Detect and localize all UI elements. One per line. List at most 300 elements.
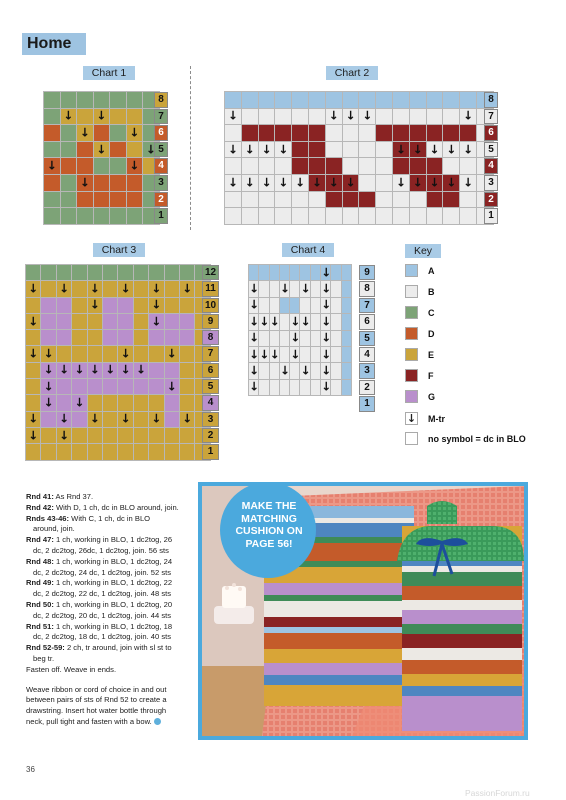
row-number: 10 xyxy=(202,298,219,313)
chart-cell xyxy=(343,192,359,208)
chart-cell xyxy=(77,142,93,158)
chart-cell xyxy=(134,428,148,443)
chart-cell xyxy=(94,109,110,125)
pattern-line: between pairs of sts of Rnd 52 to create a xyxy=(26,695,167,705)
chart-cell xyxy=(443,142,459,158)
chart-cell xyxy=(280,331,289,346)
round-label: Rnd 41: xyxy=(26,492,54,501)
chart-cell xyxy=(165,281,179,296)
chart-cell xyxy=(249,331,258,346)
chart-cell xyxy=(410,109,426,125)
chart-cell xyxy=(410,142,426,158)
chart-cell xyxy=(290,347,299,362)
chart-cell xyxy=(110,92,126,108)
pattern-line: Fasten off. Weave in ends. xyxy=(26,664,117,674)
watermark: PassionForum.ru xyxy=(465,788,530,798)
chart-cell xyxy=(300,314,309,329)
key-item-b xyxy=(405,285,435,298)
chart-cell xyxy=(77,192,93,208)
chart-cell xyxy=(127,158,143,174)
row-number: 9 xyxy=(359,265,375,280)
row-number: 4 xyxy=(484,158,498,174)
row-number: 4 xyxy=(359,347,375,362)
chart-cell xyxy=(242,109,258,125)
chart-cell xyxy=(61,192,77,208)
chart-cell xyxy=(309,175,325,191)
key-label-mtr: M-tr xyxy=(428,413,445,424)
chart-cell xyxy=(321,380,330,395)
chart-cell xyxy=(326,142,342,158)
chart-cell xyxy=(275,109,291,125)
chart-cell xyxy=(149,395,163,410)
chart-cell xyxy=(443,125,459,141)
key-label-e: E xyxy=(428,349,435,360)
chart-cell xyxy=(326,208,342,224)
chart-cell xyxy=(290,265,299,280)
chart-cell xyxy=(57,281,71,296)
chart-cell xyxy=(249,265,258,280)
row-number: 6 xyxy=(484,125,498,141)
chart-cell xyxy=(77,208,93,224)
row-number: 1 xyxy=(154,208,168,224)
chart-cell xyxy=(359,109,375,125)
chart-cell xyxy=(259,192,275,208)
chart-cell xyxy=(72,363,86,378)
chart-cell xyxy=(331,314,340,329)
chart-cell xyxy=(94,208,110,224)
chart-cell xyxy=(275,192,291,208)
chart-3-grid xyxy=(25,264,211,461)
chart-cell xyxy=(88,265,102,280)
chart-cell xyxy=(180,428,194,443)
chart-cell xyxy=(331,380,340,395)
chart-cell xyxy=(242,92,258,108)
chart-cell xyxy=(57,330,71,345)
chart-4-label: Chart 4 xyxy=(282,243,334,257)
chart-cell xyxy=(280,380,289,395)
key-label-c: C xyxy=(428,307,435,318)
chart-cell xyxy=(72,395,86,410)
key-label-f: F xyxy=(428,370,434,381)
chart-cell xyxy=(443,92,459,108)
chart-cell xyxy=(110,158,126,174)
swatch-b xyxy=(405,285,418,298)
chart-cell xyxy=(242,158,258,174)
chart-cell xyxy=(94,175,110,191)
chart-cell xyxy=(149,298,163,313)
chart-cell xyxy=(460,142,476,158)
pattern-line: beg tr. xyxy=(33,653,55,663)
row-number: 7 xyxy=(154,109,168,125)
chart-cell xyxy=(165,298,179,313)
chart-cell xyxy=(376,109,392,125)
chart-cell xyxy=(118,395,132,410)
chart-cell xyxy=(393,125,409,141)
chart-cell xyxy=(26,298,40,313)
chart-cell xyxy=(165,379,179,394)
chart-cell xyxy=(275,208,291,224)
chart-cell xyxy=(300,331,309,346)
chart-cell xyxy=(359,175,375,191)
chart-cell xyxy=(88,379,102,394)
chart-cell xyxy=(41,428,55,443)
chart-cell xyxy=(311,347,320,362)
chart-cell xyxy=(410,92,426,108)
chart-cell xyxy=(77,158,93,174)
chart-cell xyxy=(376,208,392,224)
chart-cell xyxy=(26,363,40,378)
chart-cell xyxy=(165,330,179,345)
chart-cell xyxy=(460,208,476,224)
chart-cell xyxy=(292,92,308,108)
chart-cell xyxy=(410,192,426,208)
product-photo xyxy=(198,482,528,740)
pattern-line: Rnd 49: 1 ch, working in BLO, 1 dc2tog, 22 xyxy=(26,578,173,588)
chart-cell xyxy=(94,125,110,141)
chart-cell xyxy=(127,109,143,125)
swatch-f xyxy=(405,369,418,382)
chart-cell xyxy=(443,208,459,224)
chart-cell xyxy=(149,428,163,443)
chart-cell xyxy=(57,428,71,443)
chart-cell xyxy=(427,142,443,158)
chart-cell xyxy=(410,175,426,191)
chart-cell xyxy=(342,347,351,362)
chart-cell xyxy=(94,158,110,174)
chart-cell xyxy=(57,298,71,313)
pattern-line: Rnd 51: 1 ch, working in BLO, 1 dc2tog, 18 xyxy=(26,621,173,631)
section-title: Home xyxy=(22,33,86,55)
chart-cell xyxy=(249,380,258,395)
chart-cell xyxy=(343,92,359,108)
chart-cell xyxy=(342,265,351,280)
chart-cell xyxy=(376,125,392,141)
chart-cell xyxy=(44,208,60,224)
chart-cell xyxy=(44,192,60,208)
pattern-line: Rnds 43-46: With C, 1 ch, dc in BLO xyxy=(26,513,151,523)
chart-cell xyxy=(290,331,299,346)
chart-cell xyxy=(118,444,132,459)
end-dot-icon xyxy=(154,718,161,725)
chart-cell xyxy=(26,314,40,329)
chart-cell xyxy=(94,92,110,108)
chart-cell xyxy=(427,125,443,141)
chart-cell xyxy=(259,92,275,108)
chart-cell xyxy=(270,331,279,346)
chart-1-row-numbers xyxy=(154,92,168,225)
row-number: 9 xyxy=(202,314,219,329)
chart-cell xyxy=(57,314,71,329)
key-item-e xyxy=(405,348,434,361)
chart-cell xyxy=(103,363,117,378)
chart-cell xyxy=(326,109,342,125)
chart-cell xyxy=(72,298,86,313)
chart-cell xyxy=(26,395,40,410)
chart-cell xyxy=(103,281,117,296)
chart-cell xyxy=(342,363,351,378)
chart-cell xyxy=(443,158,459,174)
chart-cell xyxy=(127,175,143,191)
chart-cell xyxy=(343,208,359,224)
chart-cell xyxy=(259,314,268,329)
pattern-line: dc, 2 dc2tog, 22 dc, 1 dc2tog, join. 48 sts xyxy=(33,589,172,599)
key-item-c xyxy=(405,306,435,319)
chart-cell xyxy=(180,363,194,378)
chart-1-grid xyxy=(43,91,160,225)
key-item-d xyxy=(405,327,435,340)
chart-cell xyxy=(149,363,163,378)
chart-cell xyxy=(94,142,110,158)
pattern-line: Rnd 50: 1 ch, working in BLO, 1 dc2tog, 20 xyxy=(26,599,173,609)
chart-cell xyxy=(118,363,132,378)
chart-cell xyxy=(134,281,148,296)
chart-cell xyxy=(270,380,279,395)
chart-cell xyxy=(242,175,258,191)
chart-cell xyxy=(311,281,320,296)
chart-cell xyxy=(134,444,148,459)
chart-cell xyxy=(292,208,308,224)
row-number: 2 xyxy=(202,428,219,443)
chart-cell xyxy=(149,379,163,394)
chart-cell xyxy=(393,92,409,108)
chart-cell xyxy=(72,330,86,345)
row-number: 7 xyxy=(202,346,219,361)
round-label: Rnds 43-46: xyxy=(26,513,70,523)
hot-water-bottle xyxy=(397,501,524,731)
chart-4-row-numbers xyxy=(359,265,375,413)
chart-cell xyxy=(311,314,320,329)
chart-cell xyxy=(309,109,325,125)
chart-cell xyxy=(180,379,194,394)
chart-cell xyxy=(259,347,268,362)
badge-line: CUSHION ON xyxy=(235,525,303,537)
chart-cell xyxy=(331,265,340,280)
chart-cell xyxy=(72,314,86,329)
chart-cell xyxy=(270,298,279,313)
chart-cell xyxy=(26,330,40,345)
chart-cell xyxy=(225,109,241,125)
chart-cell xyxy=(376,92,392,108)
chart-cell xyxy=(103,265,117,280)
pattern-line: Rnd 47: 1 ch, working in BLO, 1 dc2tog, 26 xyxy=(26,535,173,545)
chart-cell xyxy=(26,379,40,394)
key-label-no-symbol: no symbol = dc in BLO xyxy=(428,433,526,444)
round-label: Rnd 52-59: xyxy=(26,643,65,653)
chart-cell xyxy=(44,142,60,158)
chart-cell xyxy=(309,125,325,141)
chart-cell xyxy=(242,142,258,158)
chart-cell xyxy=(134,379,148,394)
chart-cell xyxy=(443,175,459,191)
chart-cell xyxy=(331,363,340,378)
round-label: Rnd 42: xyxy=(26,502,54,512)
chart-cell xyxy=(342,331,351,346)
chart-cell xyxy=(225,92,241,108)
badge-line: MATCHING xyxy=(241,512,297,525)
key-item-f xyxy=(405,369,434,382)
chart-cell xyxy=(44,158,60,174)
chart-cell xyxy=(259,265,268,280)
row-number: 4 xyxy=(202,395,219,410)
row-number: 6 xyxy=(202,363,219,378)
chart-cell xyxy=(343,158,359,174)
chart-cell xyxy=(280,347,289,362)
pattern-line: Rnd 42: With D, 1 ch, dc in BLO around, join. xyxy=(26,502,179,512)
chart-cell xyxy=(180,314,194,329)
chart-cell xyxy=(326,125,342,141)
pattern-line: Weave ribbon or cord of choice in and out xyxy=(26,684,167,694)
paragraph-gap xyxy=(26,676,192,685)
row-number: 1 xyxy=(359,396,375,411)
chart-cell xyxy=(376,175,392,191)
chart-cell xyxy=(118,314,132,329)
row-number: 8 xyxy=(484,92,498,108)
chart-cell xyxy=(149,265,163,280)
key-item-no-symbol xyxy=(405,432,526,445)
chart-cell xyxy=(26,281,40,296)
chart-cell xyxy=(321,265,330,280)
chart-cell xyxy=(118,298,132,313)
chart-cell xyxy=(259,363,268,378)
chart-cell xyxy=(393,158,409,174)
chart-cell xyxy=(342,298,351,313)
chart-cell xyxy=(149,314,163,329)
chart-cell xyxy=(321,298,330,313)
chart-cell xyxy=(225,125,241,141)
chart-cell xyxy=(118,265,132,280)
swatch-blank xyxy=(405,432,418,445)
chart-cell xyxy=(321,281,330,296)
chart-cell xyxy=(309,142,325,158)
swatch-g xyxy=(405,390,418,403)
chart-cell xyxy=(342,314,351,329)
chart-cell xyxy=(259,281,268,296)
chart-cell xyxy=(292,142,308,158)
row-number: 8 xyxy=(202,330,219,345)
chart-cell xyxy=(427,192,443,208)
chart-cell xyxy=(41,314,55,329)
chart-cell xyxy=(270,363,279,378)
chart-cell xyxy=(259,380,268,395)
chart-cell xyxy=(249,281,258,296)
chart-cell xyxy=(376,192,392,208)
chart-cell xyxy=(77,125,93,141)
chart-cell xyxy=(118,412,132,427)
chart-1-label: Chart 1 xyxy=(83,66,135,80)
page-number: 36 xyxy=(26,765,35,774)
chart-cell xyxy=(290,298,299,313)
chart-cell xyxy=(280,281,289,296)
chart-cell xyxy=(343,125,359,141)
chart-cell xyxy=(410,158,426,174)
chart-cell xyxy=(88,346,102,361)
chart-cell xyxy=(460,125,476,141)
chart-cell xyxy=(393,175,409,191)
chart-cell xyxy=(311,380,320,395)
chart-cell xyxy=(88,314,102,329)
chart-cell xyxy=(249,363,258,378)
key-label-a: A xyxy=(428,265,435,276)
chart-cell xyxy=(57,395,71,410)
chart-cell xyxy=(359,142,375,158)
chart-cell xyxy=(311,265,320,280)
chart-cell xyxy=(180,298,194,313)
chart-cell xyxy=(44,109,60,125)
chart-cell xyxy=(300,380,309,395)
chart-cell xyxy=(270,281,279,296)
row-number: 5 xyxy=(359,331,375,346)
chart-cell xyxy=(242,192,258,208)
chart-cell xyxy=(134,265,148,280)
chart-cell xyxy=(72,412,86,427)
pattern-line: Rnd 48: 1 ch, working in BLO, 1 dc2tog, 24 xyxy=(26,556,173,566)
chart-cell xyxy=(165,412,179,427)
chart-cell xyxy=(393,142,409,158)
chart-cell xyxy=(290,363,299,378)
chart-cell xyxy=(259,125,275,141)
chart-cell xyxy=(180,395,194,410)
chart-cell xyxy=(321,363,330,378)
chart-cell xyxy=(57,379,71,394)
chart-cell xyxy=(270,314,279,329)
pattern-line: dc, 2 dc2tog, 20 dc, 1 dc2tog, join. 44 sts xyxy=(33,610,172,620)
chart-cell xyxy=(343,175,359,191)
row-number: 3 xyxy=(484,175,498,191)
chart-cell xyxy=(225,142,241,158)
chart-cell xyxy=(300,265,309,280)
chart-cell xyxy=(103,428,117,443)
chart-cell xyxy=(300,298,309,313)
pattern-line: neck, pull tight and fasten with a bow. xyxy=(26,717,192,728)
chart-cell xyxy=(149,281,163,296)
chart-cell xyxy=(300,363,309,378)
chart-cell xyxy=(225,192,241,208)
chart-cell xyxy=(41,281,55,296)
chart-cell xyxy=(309,192,325,208)
chart-cell xyxy=(103,379,117,394)
chart-cell xyxy=(26,444,40,459)
chart-cell xyxy=(309,92,325,108)
chart-cell xyxy=(103,412,117,427)
chart-cell xyxy=(180,281,194,296)
chart-cell xyxy=(242,125,258,141)
chart-cell xyxy=(77,109,93,125)
chart-cell xyxy=(110,175,126,191)
key-item-mtr xyxy=(405,412,445,425)
pattern-line: Rnd 52-59: 2 ch, tr around, join with sl st to xyxy=(26,643,172,653)
chart-cell xyxy=(61,109,77,125)
round-label: Rnd 47: xyxy=(26,535,54,545)
chart-cell xyxy=(41,363,55,378)
chart-cell xyxy=(94,192,110,208)
chart-cell xyxy=(280,265,289,280)
chart-cell xyxy=(460,92,476,108)
chart-cell xyxy=(376,158,392,174)
chart-cell xyxy=(26,428,40,443)
row-number: 5 xyxy=(154,142,168,158)
chart-cell xyxy=(427,175,443,191)
chart-divider xyxy=(190,66,191,230)
chart-2-label: Chart 2 xyxy=(326,66,378,80)
chart-cell xyxy=(242,208,258,224)
chart-cell xyxy=(118,379,132,394)
chart-cell xyxy=(41,395,55,410)
chart-cell xyxy=(72,379,86,394)
row-number: 6 xyxy=(359,314,375,329)
chart-cell xyxy=(259,142,275,158)
row-number: 2 xyxy=(154,192,168,208)
chart-cell xyxy=(393,208,409,224)
